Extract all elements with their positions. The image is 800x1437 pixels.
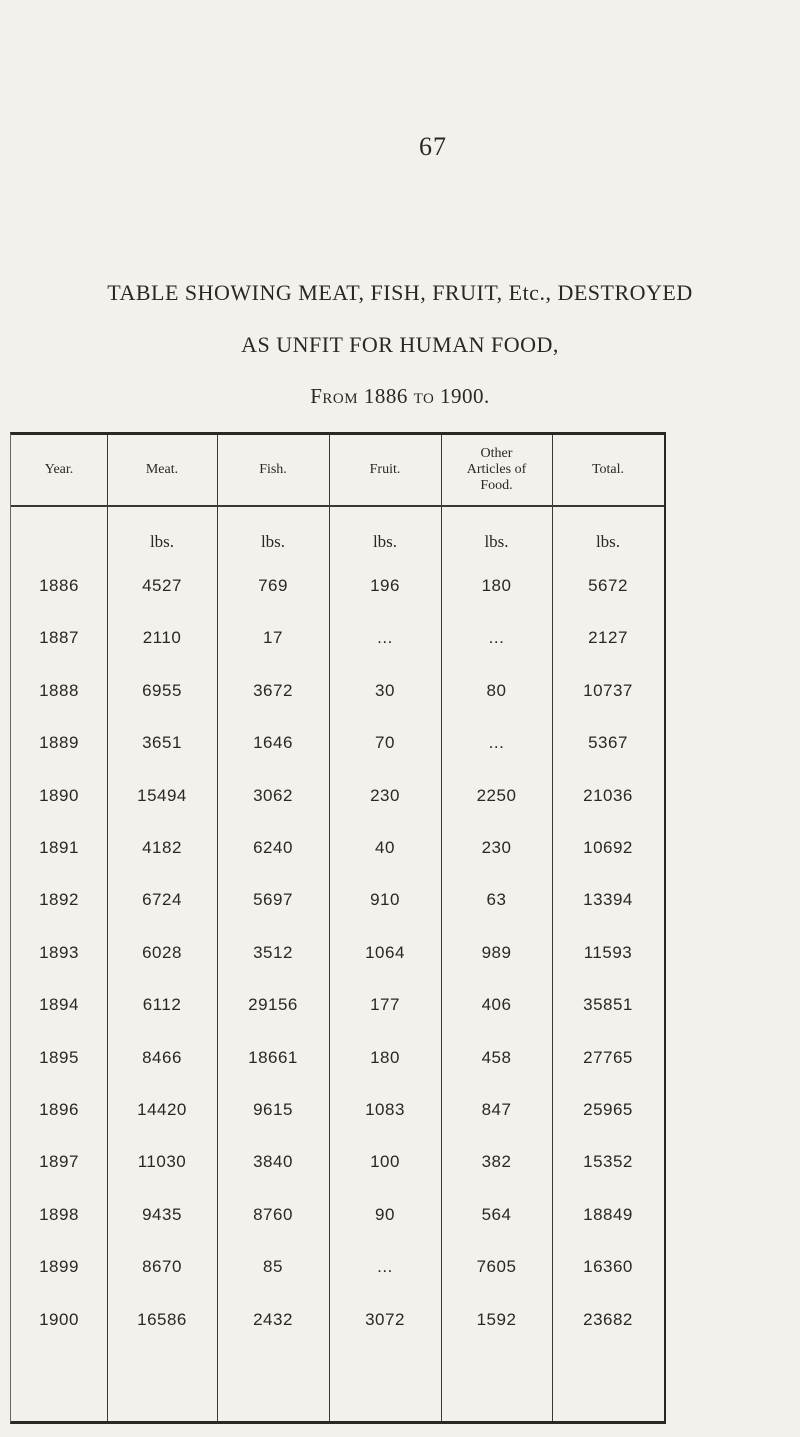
- cell-meat: 6724: [142, 890, 182, 910]
- cell-meat: 6112: [142, 995, 182, 1015]
- cell-meat: 4527: [142, 576, 182, 595]
- unit-meat: lbs.: [149, 532, 175, 551]
- cell-fruit: 40: [375, 838, 395, 857]
- cell-year: 1892: [39, 890, 79, 910]
- title-year-end: 1900.: [440, 384, 490, 408]
- header-year: Year.: [44, 462, 74, 477]
- cell-fish: 8760: [253, 1204, 293, 1224]
- cell-meat: 11030: [137, 1152, 187, 1172]
- cell-total: 13394: [583, 890, 633, 910]
- cell-meat: 6028: [142, 942, 182, 962]
- cell-fruit: 1064: [365, 942, 405, 962]
- cell-year: 1891: [39, 838, 79, 857]
- cell-fish: 17: [263, 628, 283, 648]
- unit-total: lbs.: [595, 532, 621, 551]
- unit-fruit: lbs.: [372, 532, 398, 551]
- cell-total: 10692: [583, 838, 633, 857]
- cell-fish: 769: [258, 576, 288, 595]
- cell-fruit: 90: [375, 1204, 395, 1224]
- cell-other-articles: 80: [486, 680, 507, 700]
- cell-meat: 3651: [142, 733, 182, 753]
- cell-meat: 9435: [142, 1204, 182, 1224]
- cell-other-articles: 458: [481, 1047, 512, 1067]
- cell-other-articles: 382: [481, 1152, 512, 1172]
- cell-fruit: 100: [370, 1152, 400, 1172]
- cell-fruit: 196: [370, 576, 400, 595]
- cell-year: 1890: [39, 785, 79, 805]
- cell-fish: 3672: [253, 680, 293, 700]
- cell-other-articles: 989: [481, 942, 512, 962]
- cell-year: 1897: [39, 1152, 79, 1172]
- cell-meat: 8466: [142, 1047, 182, 1067]
- cell-fruit: ...: [377, 628, 393, 648]
- header-fish: Fish.: [259, 462, 287, 477]
- cell-fish: 18661: [248, 1047, 298, 1067]
- cell-year: 1895: [39, 1047, 79, 1067]
- cell-fruit: 3072: [365, 1309, 405, 1329]
- cell-year: 1893: [39, 942, 79, 962]
- food-destroyed-table: [10, 432, 666, 1424]
- unit-other-articles: lbs.: [484, 532, 509, 551]
- cell-other-articles: 2250: [476, 785, 517, 805]
- cell-other-articles: 7605: [476, 1257, 517, 1277]
- cell-fruit: 177: [370, 995, 400, 1015]
- cell-year: 1898: [39, 1204, 79, 1224]
- cell-fish: 85: [263, 1257, 283, 1277]
- cell-fish: 3512: [253, 942, 293, 962]
- cell-other-articles: 230: [481, 838, 512, 857]
- cell-fruit: 910: [370, 890, 400, 910]
- cell-meat: 6955: [142, 680, 182, 700]
- cell-meat: 14420: [137, 1100, 187, 1119]
- cell-total: 27765: [583, 1047, 633, 1067]
- table-title-line-3: [0, 384, 800, 409]
- cell-fruit: 1083: [365, 1100, 405, 1119]
- title-to: TO: [413, 391, 435, 407]
- cell-total: 5367: [588, 733, 628, 753]
- title-from-initial: F: [310, 384, 323, 408]
- header-fruit: Fruit.: [369, 462, 401, 477]
- cell-fish: 2432: [253, 1309, 293, 1329]
- cell-other-articles: 406: [481, 995, 512, 1015]
- cell-meat: 15494: [137, 785, 187, 805]
- header-meat: Meat.: [145, 462, 179, 477]
- cell-year: 1894: [39, 995, 79, 1015]
- unit-fish: lbs.: [260, 532, 286, 551]
- header-total: Total.: [591, 462, 625, 477]
- cell-year: 1889: [39, 733, 79, 753]
- cell-total: 16360: [583, 1257, 633, 1277]
- cell-year: 1899: [39, 1257, 79, 1277]
- cell-total: 5672: [588, 576, 628, 595]
- cell-total: 15352: [583, 1152, 633, 1172]
- cell-meat: 4182: [142, 838, 182, 857]
- cell-fish: 9615: [253, 1100, 293, 1119]
- cell-total: 2127: [588, 628, 628, 648]
- cell-total: 25965: [583, 1100, 633, 1119]
- cell-fish: 1646: [253, 733, 293, 753]
- cell-total: 10737: [583, 680, 633, 700]
- cell-year: 1900: [39, 1309, 79, 1329]
- cell-total: 18849: [583, 1204, 633, 1224]
- cell-fruit: 70: [375, 733, 395, 753]
- cell-other-articles: ...: [488, 733, 505, 753]
- page-number: 67: [419, 132, 447, 161]
- cell-year: 1888: [39, 680, 79, 700]
- cell-fish: 5697: [253, 890, 293, 910]
- header-rule: [11, 505, 664, 507]
- title-year-start: 1886: [363, 384, 408, 408]
- cell-meat: 8670: [142, 1257, 182, 1277]
- cell-fish: 6240: [253, 838, 293, 857]
- cell-year: 1896: [39, 1100, 79, 1119]
- cell-fruit: 230: [370, 785, 400, 805]
- cell-other-articles: 180: [481, 576, 512, 595]
- header-other-articles: Other Articles of Food.: [466, 446, 527, 493]
- cell-fish: 3840: [253, 1152, 293, 1172]
- table-title-line-2: AS UNFIT FOR HUMAN FOOD,: [241, 332, 559, 357]
- title-from-rest: ROM: [322, 391, 359, 407]
- cell-other-articles: 564: [481, 1204, 512, 1224]
- cell-meat: 2110: [142, 628, 182, 648]
- cell-other-articles: 847: [481, 1100, 512, 1119]
- cell-meat: 16586: [137, 1309, 187, 1329]
- cell-other-articles: ...: [488, 628, 505, 648]
- cell-other-articles: 63: [486, 890, 507, 910]
- cell-total: 35851: [583, 995, 633, 1015]
- cell-total: 11593: [583, 942, 633, 962]
- cell-total: 21036: [583, 785, 633, 805]
- cell-fish: 29156: [248, 995, 298, 1015]
- cell-other-articles: 1592: [476, 1309, 517, 1329]
- cell-year: 1887: [39, 628, 79, 648]
- table-title-line-1: TABLE SHOWING MEAT, FISH, FRUIT, Etc., DESTROYED: [107, 280, 693, 305]
- cell-fruit: 30: [375, 680, 395, 700]
- cell-total: 23682: [583, 1309, 633, 1329]
- cell-fruit: 180: [370, 1047, 400, 1067]
- cell-year: 1886: [39, 576, 79, 595]
- cell-fish: 3062: [253, 785, 293, 805]
- cell-fruit: ...: [377, 1257, 393, 1277]
